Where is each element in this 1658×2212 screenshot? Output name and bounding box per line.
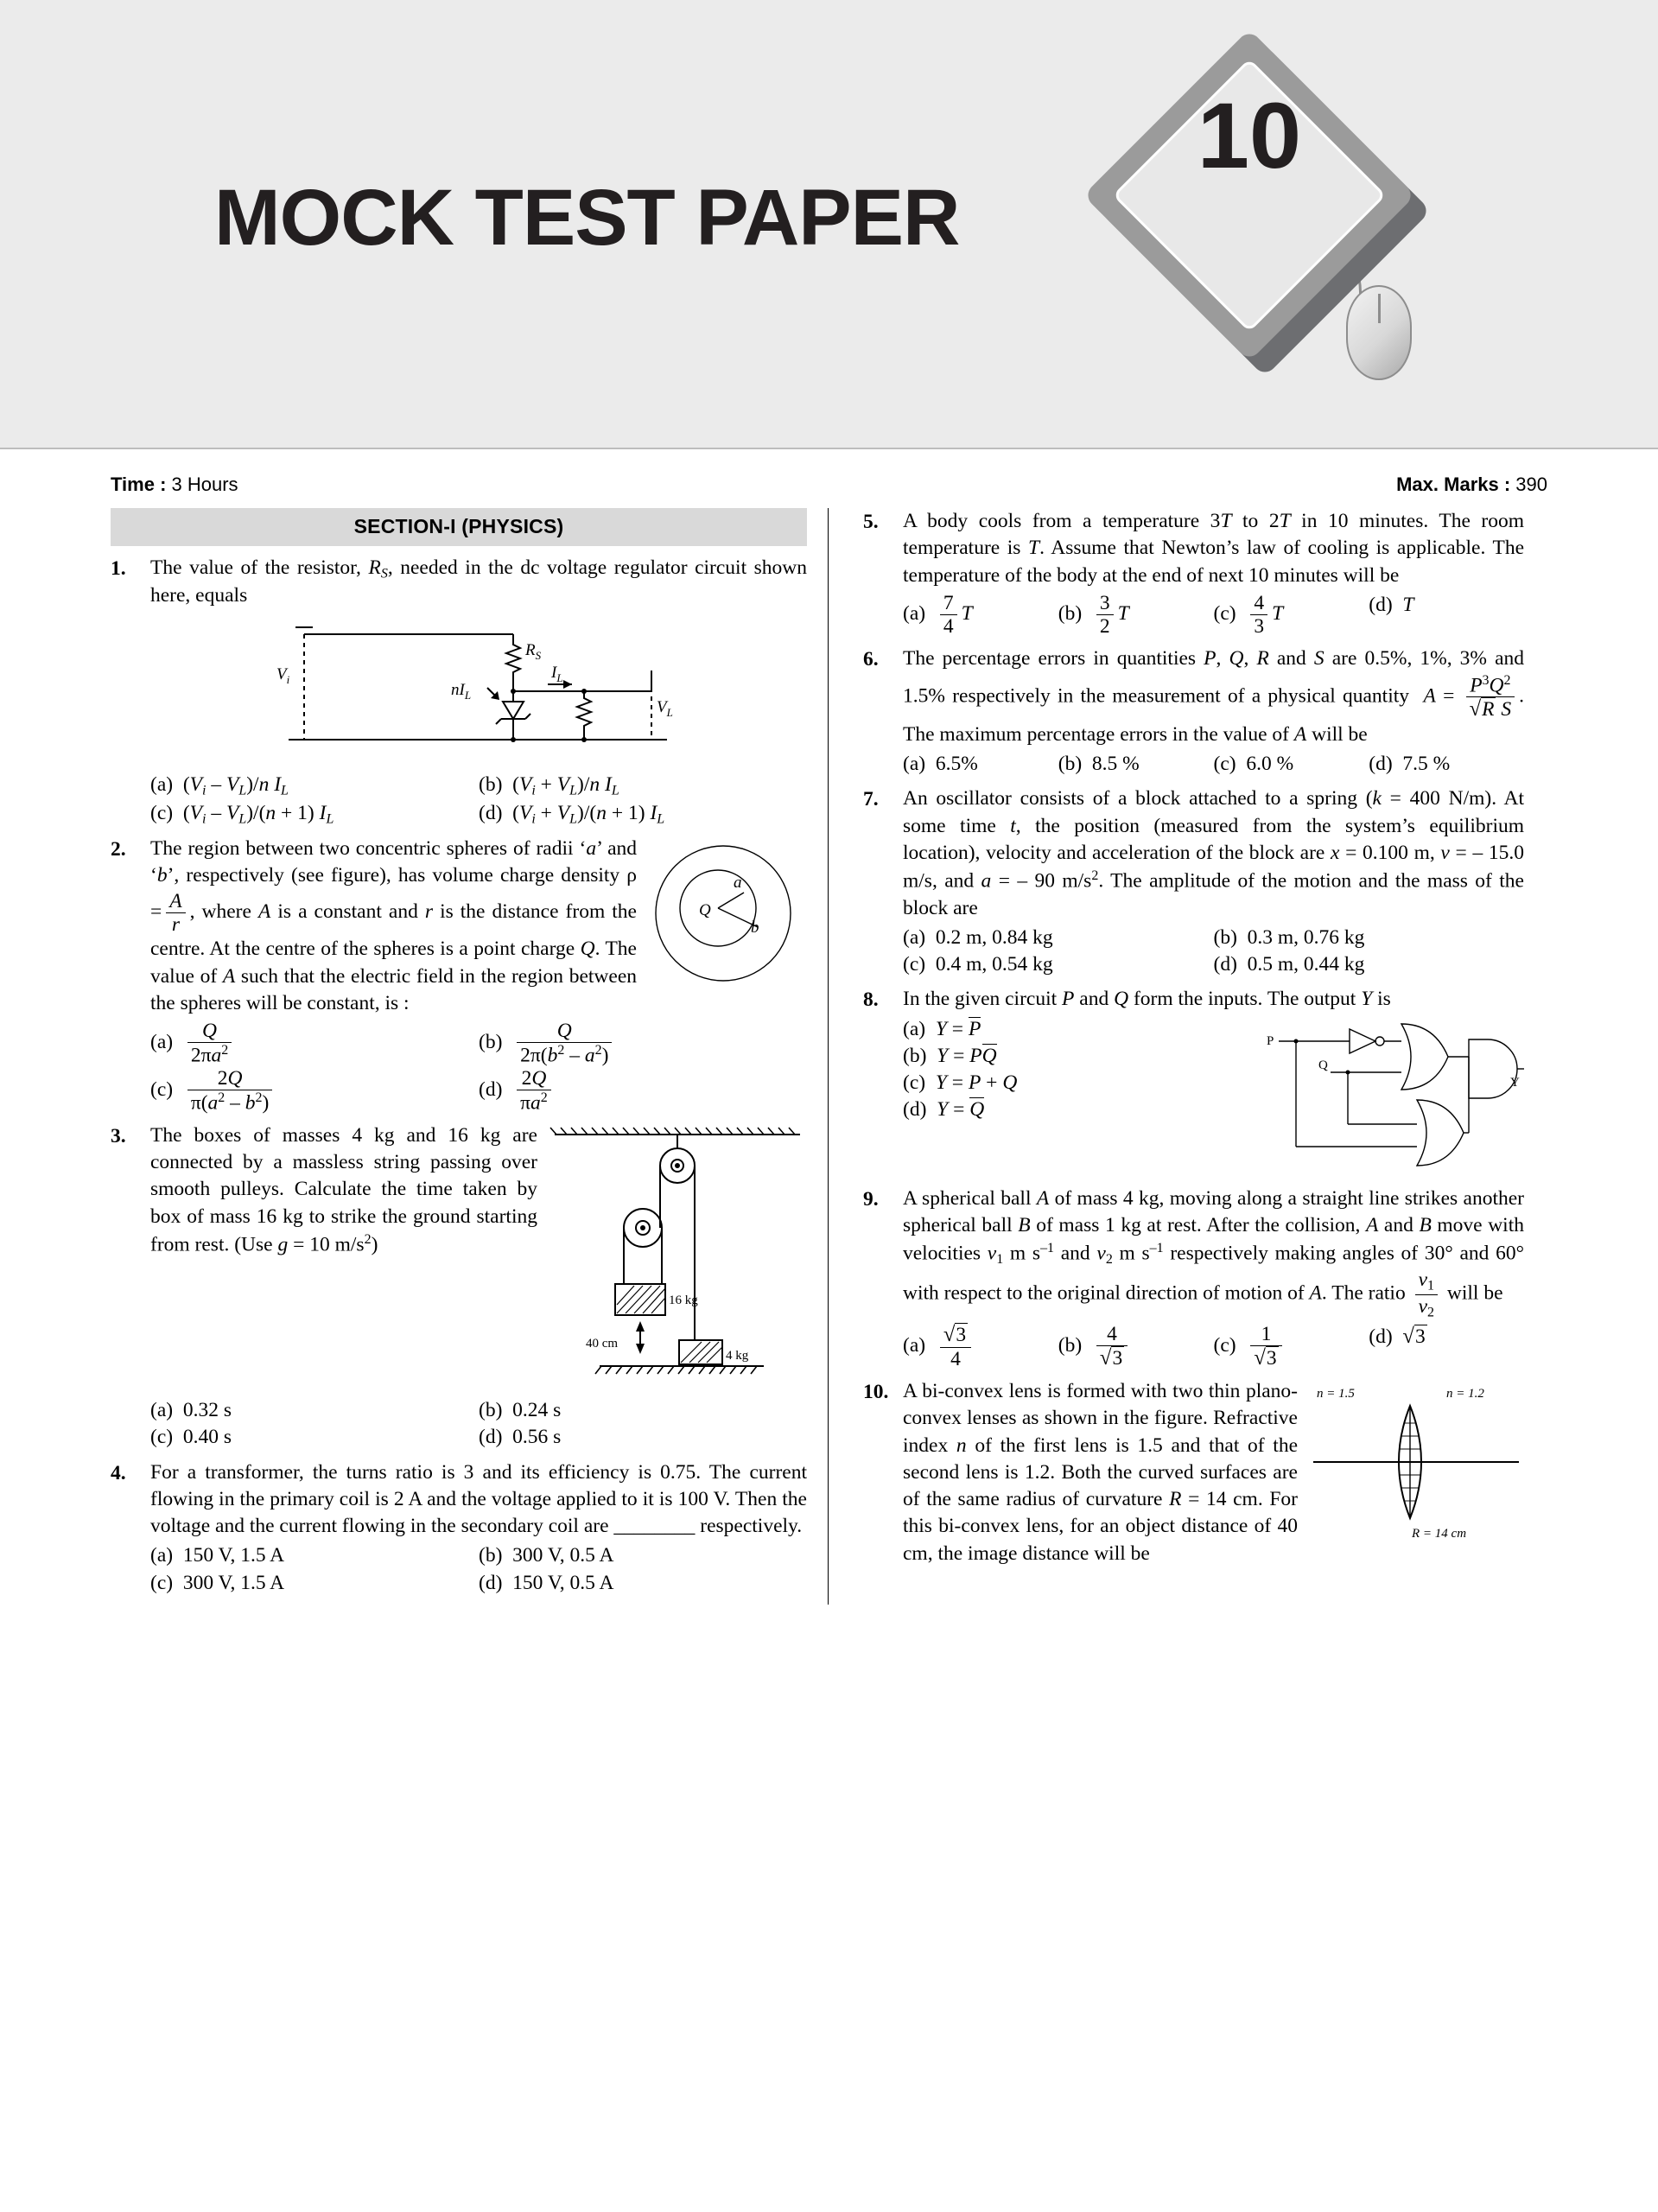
option-d[interactable]: (d) 150 V, 0.5 A <box>479 1571 614 1594</box>
option-b[interactable]: (b) Y = PQ <box>903 1044 997 1067</box>
question-number: 7. <box>863 788 879 811</box>
pulley-system-svg <box>548 1124 807 1383</box>
option-b[interactable]: (b) 8.5 % <box>1058 753 1140 776</box>
question-text: An oscillator consists of a block attached to a spring (k = 400 N/m). At some time t, the position (measured from the system’s equilibrium location), velocity and acceleration of the block are x = 0.100 m, v = – 15.0 m/s, and a = – 90 $m/s^2$. The amplitude of the motion and the mass of the block are <box>903 787 1525 919</box>
options-q6 <box>903 751 1524 778</box>
label-q: Q <box>699 901 711 920</box>
figure-q2-spheres <box>647 837 807 996</box>
option-c[interactable]: (c) 6.0 % <box>1213 753 1294 776</box>
label-b: b <box>751 918 759 938</box>
question-number: 5. <box>863 511 879 533</box>
label-mass-4kg: 4 kg <box>726 1348 749 1363</box>
time-info <box>111 474 238 496</box>
option-b[interactable]: (b) $\frac{Q}{2\pi(b^2 - a^2)}$ <box>479 1020 807 1067</box>
option-c[interactable]: (c) $(V_i - V_L)/(n + 1)$ $I_L$ <box>150 801 334 826</box>
paper-number-badge <box>1123 69 1434 380</box>
question-9 <box>863 1185 1524 1370</box>
option-a[interactable]: (a) $(V_i - V_L)/n$ $I_L$ <box>150 772 289 798</box>
option-c[interactable]: (c) 0.40 s <box>150 1426 232 1449</box>
label-rs: $R_S$ <box>525 640 542 662</box>
question-3 <box>111 1122 807 1452</box>
question-number: 3. <box>111 1124 126 1147</box>
badge-number: 10 <box>1197 83 1302 188</box>
label-nil: $nI_L$ <box>451 680 472 702</box>
label-output-y: Y <box>1510 1075 1520 1090</box>
label-vi: $V_i$ <box>276 664 290 686</box>
option-a[interactable]: (a) $\frac{√3}{4}$ <box>903 1323 1058 1370</box>
question-text: A bi-convex lens is formed with two thin plano-convex lenses as shown in the figure. Refractive index n of the first lens is 1.5 and that of the second lens is 1.2. Both the curved surfaces are of the same radius of curvature R = 14 cm. For this bi-convex lens, for an object distance of 40 cm, the image distance will be <box>903 1380 1299 1565</box>
question-body <box>903 1185 1524 1370</box>
label-il: $I_L$ <box>551 663 563 684</box>
option-d[interactable]: (d) $\frac{2Q}{\pi a^2}$ <box>479 1067 807 1115</box>
option-c[interactable]: (c) Y = P + Q <box>903 1071 1018 1095</box>
option-c[interactable]: (c) $\frac{2Q}{\pi(a^2 - b^2)}$ <box>150 1067 479 1115</box>
figure-q3-pulley <box>548 1124 807 1391</box>
question-text: For a transformer, the turns ratio is 3 and its efficiency is 0.75. The current flowing in the primary coil is 2 A and the voltage applied to it is 100 V. Then the voltage and the current flowing in the secondary coil are ________ respectively. <box>150 1460 807 1538</box>
label-input-q: Q <box>1318 1058 1328 1072</box>
option-b[interactable]: (b) $(V_i + V_L)/n$ $I_L$ <box>479 772 619 798</box>
option-c[interactable]: (c) $\frac{4}{3}$ T <box>1213 591 1284 639</box>
question-body <box>150 1459 807 1597</box>
option-d[interactable]: (d) Y = Q <box>903 1098 985 1122</box>
question-body <box>903 1378 1524 1567</box>
question-body <box>903 986 1524 1178</box>
option-d[interactable]: (d) √3 <box>1369 1325 1426 1349</box>
options-q9 <box>903 1323 1524 1370</box>
question-body <box>150 555 807 829</box>
options-q8 <box>903 1016 1255 1124</box>
label-n2: n = 1.2 <box>1446 1387 1484 1402</box>
option-a[interactable]: (a) Y = P <box>903 1017 981 1040</box>
option-c[interactable]: (c) $\frac{1}{√3}$ <box>1214 1323 1369 1370</box>
option-d[interactable]: (d) 0.56 s <box>479 1426 562 1449</box>
question-1 <box>111 555 807 829</box>
marks-info <box>1396 474 1547 496</box>
options-q7 <box>903 925 1524 979</box>
option-b[interactable]: (b) $\frac{3}{2}$ T <box>1058 591 1129 639</box>
options-q3 <box>150 1397 807 1452</box>
option-a[interactable]: (a) 0.2 m, 0.84 kg <box>903 925 1053 949</box>
question-6 <box>863 645 1524 778</box>
marks-label: Max. Marks : <box>1396 474 1511 495</box>
question-number: 2. <box>111 838 126 861</box>
question-body <box>150 836 807 1115</box>
question-number: 4. <box>111 1461 126 1484</box>
option-d[interactable]: (d) T <box>1369 593 1414 616</box>
question-number: 10. <box>863 1381 889 1404</box>
question-text: In the given circuit P and Q form the inputs. The output Y is <box>903 988 1391 1011</box>
logic-gate-svg <box>1265 1015 1524 1166</box>
mouse-icon <box>1346 285 1412 380</box>
label-a: a <box>734 874 742 893</box>
page-title: MOCK TEST PAPER <box>214 174 960 262</box>
option-c[interactable]: (c) 0.4 m, 0.54 kg <box>903 953 1053 976</box>
question-body <box>150 1122 807 1452</box>
concentric-spheres-svg <box>647 837 807 988</box>
question-body <box>903 785 1524 978</box>
question-7 <box>863 785 1524 978</box>
label-input-p: P <box>1267 1033 1274 1048</box>
label-distance: 40 cm <box>586 1336 619 1351</box>
time-label: Time : <box>111 474 167 495</box>
option-d[interactable]: (d) 7.5 % <box>1369 753 1451 776</box>
exam-meta <box>111 474 1547 496</box>
option-b[interactable]: (b) 300 V, 0.5 A <box>479 1544 614 1567</box>
option-b[interactable]: (b) 0.3 m, 0.76 kg <box>1213 925 1365 949</box>
question-number: 8. <box>863 988 879 1012</box>
question-2 <box>111 836 807 1115</box>
options-q5 <box>903 592 1524 639</box>
question-text: A body cools from a temperature 3T to 2T in 10 minutes. The room temperature is T. Assume that Newton’s law of cooling is applicable. The temperature of the body at the end of next 10 minutes will be <box>903 510 1524 587</box>
question-text: The region between two concentric spheres of radii ‘a’ and ‘b’, respectively (see figure), has volume charge density ρ = $\frac{A}{r}$ , where A is a constant and r is the distance from the centre. At the centre of the spheres is a point charge Q. The value of A such that the electric field in the region between the spheres will be constant, is : <box>150 837 637 1014</box>
label-mass-16kg: 16 kg <box>669 1293 698 1307</box>
option-d[interactable]: (d) $(V_i + V_L)/(n + 1)$ $I_L$ <box>479 801 665 826</box>
question-number: 9. <box>863 1187 879 1211</box>
question-number: 1. <box>111 556 126 580</box>
biconvex-lens-svg <box>1308 1380 1524 1544</box>
figure-q1-circuit <box>150 619 807 765</box>
question-columns <box>111 508 1554 1605</box>
figure-q8-logic-circuit <box>1265 1015 1524 1174</box>
question-body <box>903 645 1524 778</box>
question-5 <box>863 508 1524 638</box>
option-a[interactable]: (a) $\frac{Q}{2\pi a^2}$ <box>150 1020 479 1067</box>
option-d[interactable]: (d) 0.5 m, 0.44 kg <box>1213 953 1365 976</box>
options-q1 <box>150 772 807 828</box>
option-a[interactable]: (a) 6.5% <box>903 753 978 776</box>
label-radius: R = 14 cm <box>1412 1527 1467 1541</box>
question-text: A spherical ball A of mass 4 kg, moving along a straight line strikes another spherical ball B of mass 1 kg at rest. After the collision, A and B move with velocities $v_1$ m $s^{-1}$ and $v_2$ m $s^{-1}$ respectively making angles of 30° and 60° with respect to the original direction of motion of A. The ratio $\frac{v_1}{v_2}$ will be <box>903 1186 1525 1320</box>
question-number: 6. <box>863 648 879 671</box>
option-b[interactable]: (b) 0.24 s <box>479 1399 562 1422</box>
question-text: The boxes of masses 4 kg and 16 kg are connected by a massless string passing over smooth pulleys. Calculate the time taken by box of mass 16 kg to strike the ground starting from rest. (Use g = 10 $m/s^2$) <box>150 1123 537 1256</box>
time-value: 3 Hours <box>166 474 238 495</box>
option-a[interactable]: (a) 0.32 s <box>150 1399 232 1422</box>
question-4 <box>111 1459 807 1597</box>
question-text: The value of the resistor, $R_S$, needed in the dc voltage regulator circuit shown here, equals <box>150 556 807 607</box>
label-vl: $V_L$ <box>657 697 673 719</box>
option-c[interactable]: (c) 300 V, 1.5 A <box>150 1571 285 1594</box>
options-q4 <box>150 1542 807 1597</box>
circuit-diagram-svg <box>254 619 703 757</box>
question-10 <box>863 1378 1524 1567</box>
option-a[interactable]: (a) $\frac{7}{4}$ T <box>903 591 973 639</box>
option-b[interactable]: (b) $\frac{4}{√3}$ <box>1058 1323 1214 1370</box>
options-q2 <box>150 1020 807 1115</box>
column-right <box>828 508 1545 1605</box>
marks-value: 390 <box>1510 474 1547 495</box>
option-a[interactable]: (a) 150 V, 1.5 A <box>150 1544 285 1567</box>
column-left <box>111 508 828 1605</box>
question-8 <box>863 986 1524 1178</box>
figure-q10-lens <box>1308 1380 1524 1552</box>
page-header <box>0 0 1658 449</box>
question-body <box>903 508 1524 638</box>
question-text: The percentage errors in quantities P, Q, R and S are 0.5%, 1%, 3% and 1.5% respectively in the measurement of a physical quantity A = $\frac{P^3Q^2}{\text{√R S}}$ . The maximum percentage errors in the value of A will be <box>903 647 1525 746</box>
section-heading: SECTION-I (PHYSICS) <box>111 508 807 546</box>
label-n1: n = 1.5 <box>1317 1387 1355 1402</box>
